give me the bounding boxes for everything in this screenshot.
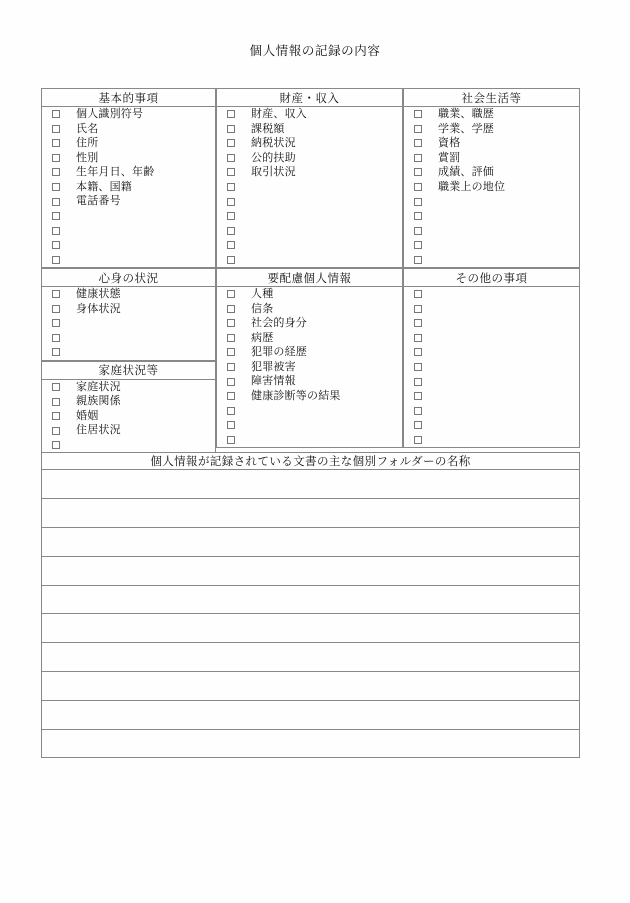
checkbox-row[interactable] — [404, 136, 580, 151]
checkbox-row[interactable] — [404, 122, 580, 137]
checkbox-row[interactable] — [404, 403, 580, 418]
checkbox-row[interactable] — [42, 252, 216, 267]
checkbox-row[interactable] — [404, 252, 580, 267]
checkbox-empty-icon[interactable] — [227, 378, 235, 386]
checkbox-empty-icon[interactable] — [227, 227, 235, 235]
folder-name-row[interactable] — [42, 470, 580, 499]
section-header-block-other — [404, 269, 580, 287]
checkbox-row[interactable] — [404, 316, 580, 331]
checkbox-empty-icon[interactable] — [52, 305, 60, 313]
checkbox-empty-icon[interactable] — [414, 363, 422, 371]
column-1 — [41, 88, 216, 453]
checkbox-row-label: 財産、収入 — [251, 108, 307, 120]
checkbox-empty-icon[interactable] — [414, 139, 422, 147]
checkbox-empty-icon[interactable] — [414, 183, 422, 191]
checkbox-empty-icon[interactable] — [414, 256, 422, 264]
checkbox-row[interactable] — [217, 432, 403, 447]
section-header-label: 基本的事項 — [98, 92, 159, 105]
checkbox-row-label: 婚姻 — [76, 409, 99, 422]
checkbox-row-label: 取引状況 — [251, 166, 296, 179]
checkbox-row-label: 資格 — [438, 137, 461, 150]
folder-section-header — [42, 453, 580, 470]
checkbox-empty-icon[interactable] — [52, 412, 60, 420]
checkbox-empty-icon[interactable] — [52, 227, 60, 235]
checkbox-row[interactable] — [217, 165, 403, 180]
checkbox-row[interactable] — [404, 165, 580, 180]
checkbox-empty-icon[interactable] — [414, 168, 422, 176]
page-title: 個人情報の記録の内容 — [249, 44, 381, 58]
folder-name-row[interactable] — [42, 556, 580, 585]
checkbox-row[interactable] — [217, 194, 403, 209]
checkbox-row-label: 社会的身分 — [251, 317, 307, 330]
checkbox-empty-icon[interactable] — [52, 348, 60, 356]
checkbox-empty-icon[interactable] — [414, 421, 422, 429]
checkbox-row-label: 犯罪被害 — [251, 360, 296, 373]
checkbox-row[interactable] — [42, 165, 216, 180]
checkbox-row[interactable] — [217, 180, 403, 195]
checkbox-empty-icon[interactable] — [227, 392, 235, 400]
checkbox-row[interactable] — [42, 409, 216, 424]
section-header-block-family — [42, 361, 216, 379]
checkbox-empty-icon[interactable] — [414, 334, 422, 342]
checkbox-row-label: 家庭状況 — [76, 380, 121, 393]
checkbox-row-label: 公的扶助 — [251, 151, 296, 164]
checkbox-row[interactable] — [42, 122, 216, 137]
checkbox-empty-icon[interactable] — [414, 407, 422, 415]
checkbox-row-label: 健康状態 — [76, 288, 121, 301]
checkbox-row[interactable] — [217, 238, 403, 253]
checkbox-row-label: 職業上の地位 — [438, 180, 506, 193]
checkbox-row[interactable] — [217, 107, 403, 122]
checkbox-row-label: 学業、学歴 — [438, 122, 494, 135]
checkbox-row[interactable] — [42, 107, 216, 122]
checkbox-empty-icon[interactable] — [52, 319, 60, 327]
folder-name-row[interactable] — [42, 499, 580, 528]
checkbox-empty-icon[interactable] — [52, 383, 60, 391]
personal-info-category-table — [41, 88, 580, 453]
checkbox-row[interactable] — [404, 432, 580, 447]
section-header-label: 心身の状況 — [98, 272, 159, 285]
checkbox-row[interactable] — [404, 238, 580, 253]
checkbox-row[interactable] — [404, 287, 580, 302]
checkbox-empty-icon[interactable] — [52, 241, 60, 249]
checkbox-row[interactable] — [42, 438, 216, 453]
checkbox-row-label: 信条 — [251, 302, 274, 315]
checkbox-empty-icon[interactable] — [227, 241, 235, 249]
checkbox-empty-icon[interactable] — [414, 290, 422, 298]
checkbox-empty-icon[interactable] — [52, 154, 60, 162]
checkbox-empty-icon[interactable] — [52, 139, 60, 147]
checkbox-empty-icon[interactable] — [52, 198, 60, 206]
checkbox-empty-icon[interactable] — [227, 212, 235, 220]
checkbox-empty-icon[interactable] — [227, 198, 235, 206]
checkbox-row[interactable] — [404, 180, 580, 195]
checkbox-row[interactable] — [404, 418, 580, 433]
checkbox-empty-icon[interactable] — [414, 198, 422, 206]
folder-name-row[interactable] — [42, 700, 580, 729]
checkbox-row[interactable] — [42, 316, 216, 331]
checkbox-row[interactable] — [404, 194, 580, 209]
checkbox-row[interactable] — [217, 418, 403, 433]
section-header-label: 家庭状況等 — [98, 365, 159, 378]
checkbox-row[interactable] — [217, 302, 403, 317]
checkbox-row[interactable] — [42, 394, 216, 409]
checkbox-empty-icon[interactable] — [52, 290, 60, 298]
checkbox-empty-icon[interactable] — [227, 436, 235, 444]
checkbox-empty-icon[interactable] — [52, 168, 60, 176]
checkbox-row[interactable] — [217, 151, 403, 166]
folder-name-table — [41, 452, 580, 758]
section-header-block-sensitive — [217, 269, 403, 287]
column-2 — [216, 88, 403, 453]
section-header-block-basic — [42, 89, 216, 107]
checkbox-row[interactable] — [404, 389, 580, 404]
checkbox-row[interactable] — [217, 374, 403, 389]
checkbox-row-label: 人種 — [251, 288, 274, 301]
checkbox-row[interactable] — [217, 331, 403, 346]
checkbox-empty-icon[interactable] — [227, 168, 235, 176]
checkbox-empty-icon[interactable] — [227, 154, 235, 162]
checkbox-empty-icon[interactable] — [52, 334, 60, 342]
checkbox-empty-icon[interactable] — [52, 398, 60, 406]
checkbox-empty-icon[interactable] — [227, 110, 235, 118]
folder-name-row[interactable] — [42, 585, 580, 614]
checkbox-empty-icon[interactable] — [227, 256, 235, 264]
checkbox-row[interactable] — [217, 209, 403, 224]
checkbox-empty-icon[interactable] — [52, 125, 60, 133]
section-header-label: 社会生活等 — [461, 92, 522, 105]
checkbox-empty-icon[interactable] — [414, 241, 422, 249]
checkbox-row-label: 障害情報 — [251, 375, 296, 388]
checkbox-empty-icon[interactable] — [414, 378, 422, 386]
checkbox-row-label: 健康診断等の結果 — [251, 389, 341, 402]
checkbox-row[interactable] — [217, 389, 403, 404]
checkbox-row-label: 住居状況 — [76, 424, 121, 437]
checkbox-row[interactable] — [42, 180, 216, 195]
checkbox-row[interactable] — [404, 345, 580, 360]
checkbox-row[interactable] — [42, 345, 216, 360]
checkbox-row[interactable] — [404, 302, 580, 317]
checkbox-row[interactable] — [42, 423, 216, 438]
checkbox-row[interactable] — [42, 209, 216, 224]
folder-name-row[interactable] — [42, 643, 580, 672]
checkbox-empty-icon[interactable] — [414, 212, 422, 220]
checkbox-empty-icon[interactable] — [52, 441, 60, 449]
checkbox-row-label: 性別 — [76, 151, 99, 164]
checkbox-row-label: 住所 — [76, 137, 99, 150]
checkbox-row[interactable] — [42, 238, 216, 253]
checkbox-row-label: 成績、評価 — [438, 166, 494, 179]
block-divider — [217, 448, 403, 449]
checkbox-row-label: 賞罰 — [438, 151, 461, 164]
checkbox-row[interactable] — [217, 316, 403, 331]
section-header-label: 要配慮個人情報 — [267, 272, 352, 285]
checkbox-row[interactable] — [404, 360, 580, 375]
checkbox-empty-icon[interactable] — [227, 334, 235, 342]
checkbox-empty-icon[interactable] — [52, 110, 60, 118]
checkbox-row[interactable] — [217, 345, 403, 360]
checkbox-row[interactable] — [217, 360, 403, 375]
section-header-block-social-life — [404, 89, 580, 107]
checkbox-empty-icon[interactable] — [414, 154, 422, 162]
checkbox-empty-icon[interactable] — [227, 290, 235, 298]
checkbox-row[interactable] — [42, 331, 216, 346]
checkbox-empty-icon[interactable] — [52, 427, 60, 435]
checkbox-empty-icon[interactable] — [227, 139, 235, 147]
checkbox-row[interactable] — [217, 223, 403, 238]
checkbox-row-label: 氏名 — [76, 122, 99, 135]
checkbox-row[interactable] — [404, 223, 580, 238]
section-header-label: 財産・収入 — [279, 92, 340, 105]
checkbox-empty-icon[interactable] — [52, 212, 60, 220]
checkbox-row-label: 生年月日、年齢 — [76, 166, 155, 179]
checkbox-empty-icon[interactable] — [414, 348, 422, 356]
checkbox-row[interactable] — [42, 379, 216, 394]
checkbox-empty-icon[interactable] — [227, 421, 235, 429]
checkbox-empty-icon[interactable] — [414, 392, 422, 400]
checkbox-empty-icon[interactable] — [227, 348, 235, 356]
checkbox-row[interactable] — [217, 122, 403, 137]
checkbox-row[interactable] — [404, 107, 580, 122]
checkbox-row[interactable] — [42, 287, 216, 302]
section-header-block-physical-mental — [42, 269, 216, 287]
checkbox-row-label: 納税状況 — [251, 137, 296, 150]
checkbox-empty-icon[interactable] — [414, 305, 422, 313]
checkbox-row[interactable] — [404, 151, 580, 166]
section-header-label: その他の事項 — [455, 272, 528, 285]
checkbox-empty-icon[interactable] — [227, 407, 235, 415]
checkbox-row[interactable] — [217, 403, 403, 418]
checkbox-row[interactable] — [42, 302, 216, 317]
checkbox-row[interactable] — [404, 209, 580, 224]
checkbox-row[interactable] — [42, 151, 216, 166]
checkbox-row-label: 個人識別符号 — [76, 108, 144, 120]
checkbox-row[interactable] — [404, 374, 580, 389]
folder-section-header-label: 個人情報が記録されている文書の主な個別フォルダーの名称 — [150, 456, 471, 469]
checkbox-empty-icon[interactable] — [52, 256, 60, 264]
checkbox-row[interactable] — [42, 136, 216, 151]
block-divider — [404, 448, 580, 449]
checkbox-row-label: 身体状況 — [76, 302, 121, 315]
checkbox-empty-icon[interactable] — [414, 125, 422, 133]
section-header-block-property-income — [217, 89, 403, 107]
checkbox-empty-icon[interactable] — [227, 125, 235, 133]
checkbox-empty-icon[interactable] — [414, 227, 422, 235]
checkbox-empty-icon[interactable] — [227, 305, 235, 313]
checkbox-row[interactable] — [217, 136, 403, 151]
checkbox-empty-icon[interactable] — [227, 183, 235, 191]
checkbox-row-label: 課税額 — [251, 122, 285, 135]
checkbox-row-label: 電話番号 — [76, 195, 121, 208]
checkbox-row[interactable] — [404, 331, 580, 346]
checkbox-row[interactable] — [217, 287, 403, 302]
checkbox-empty-icon[interactable] — [227, 363, 235, 371]
column-3 — [403, 88, 580, 453]
checkbox-empty-icon[interactable] — [414, 110, 422, 118]
checkbox-row-label: 職業、職歴 — [438, 108, 494, 120]
checkbox-empty-icon[interactable] — [227, 319, 235, 327]
checkbox-empty-icon[interactable] — [414, 319, 422, 327]
checkbox-empty-icon[interactable] — [414, 436, 422, 444]
checkbox-row-label: 犯罪の経歴 — [251, 346, 307, 359]
checkbox-row[interactable] — [42, 223, 216, 238]
folder-name-row[interactable] — [42, 672, 580, 701]
folder-name-row[interactable] — [42, 528, 580, 557]
checkbox-row[interactable] — [217, 252, 403, 267]
checkbox-row-label: 病歴 — [251, 331, 274, 344]
folder-name-row[interactable] — [42, 614, 580, 643]
checkbox-empty-icon[interactable] — [52, 183, 60, 191]
checkbox-row-label: 親族関係 — [76, 395, 121, 408]
checkbox-row[interactable] — [42, 194, 216, 209]
folder-name-row[interactable] — [42, 729, 580, 758]
checkbox-row-label: 本籍、国籍 — [76, 180, 132, 193]
